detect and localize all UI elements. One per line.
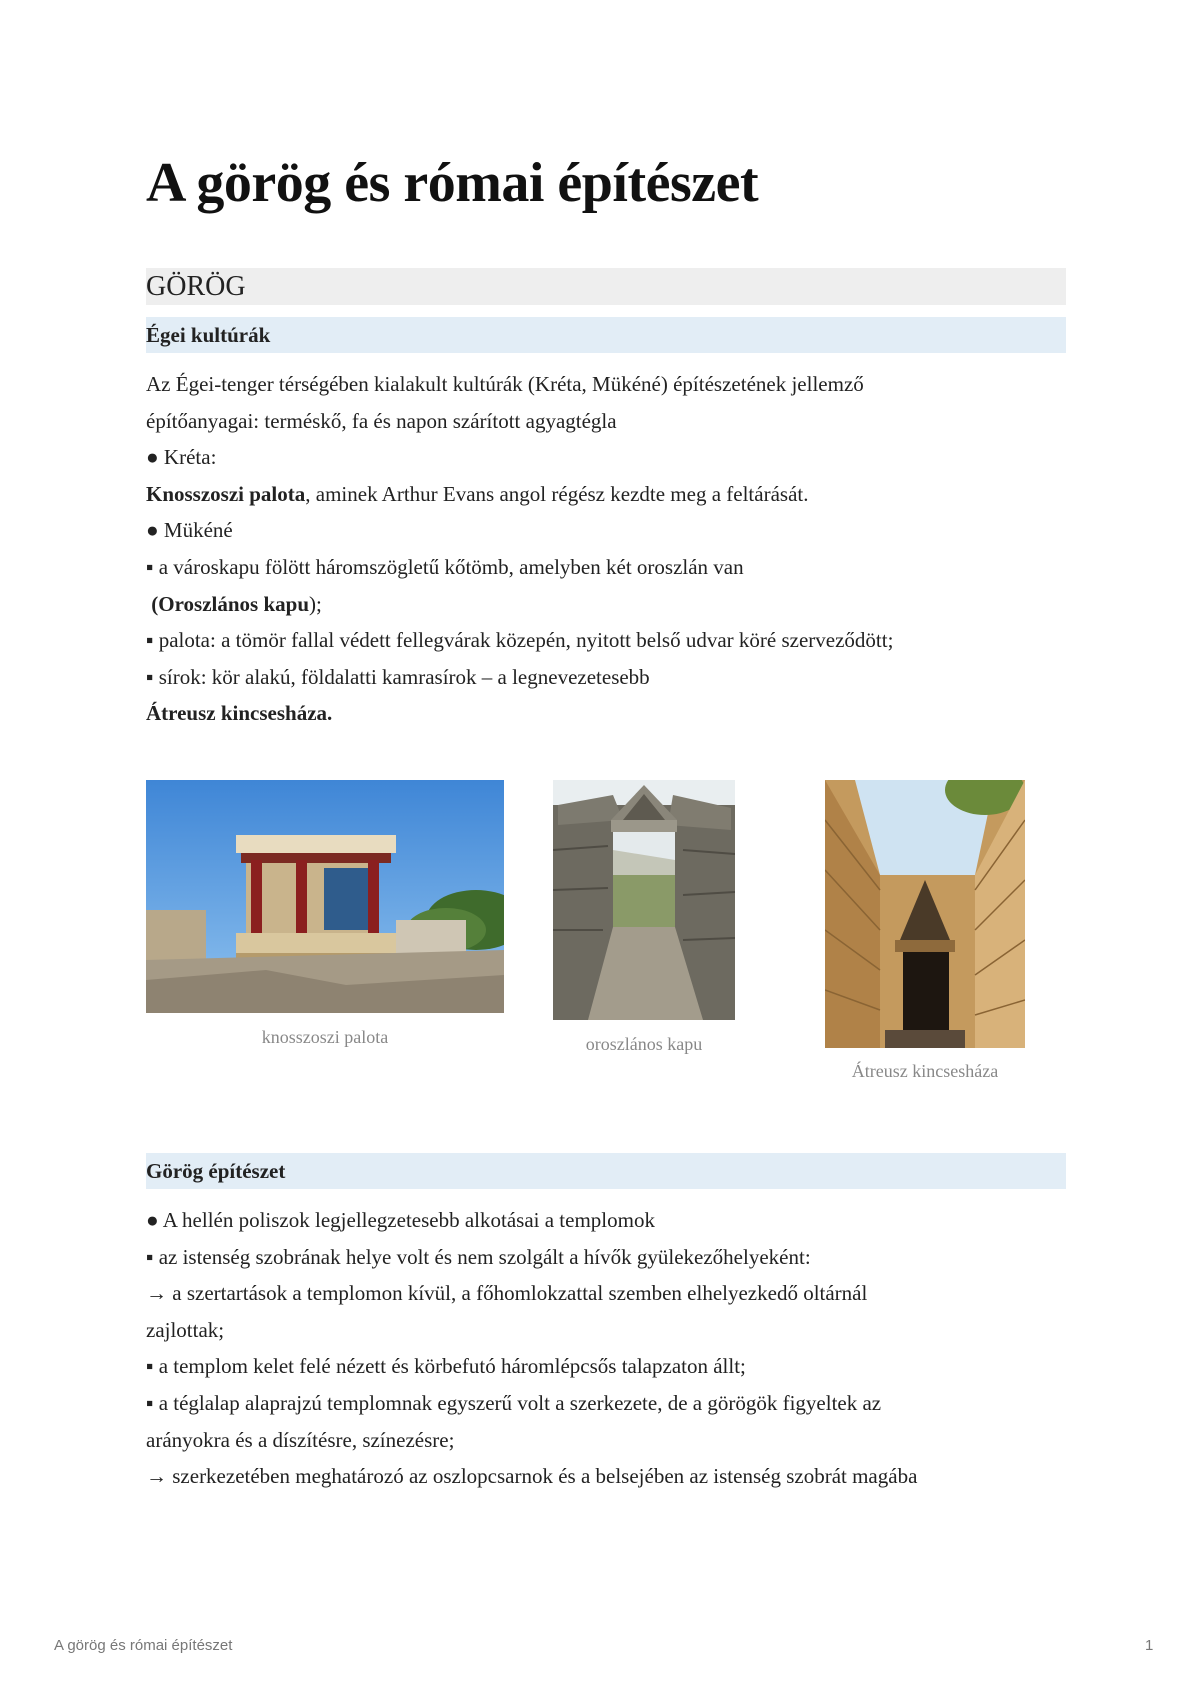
text-line: építőanyagai: terméskő, fa és napon szárított agyagtégla [146,408,617,433]
caption-oroszlanos-kapu: oroszlános kapu [585,1034,703,1054]
section-heading-gorog: GÖRÖG [146,268,1066,305]
text-span: , aminek Arthur Evans angol régész kezdte meg a feltárását. [305,481,809,506]
bold-term-atreusz: Átreusz kincsesháza. [146,701,333,726]
footer-title: A görög és római építészet [54,1637,233,1654]
text-line: ▪ a templom kelet felé nézett és körbefutó háromlépcsős talapzaton állt; [146,1354,746,1379]
figure-atreusz [825,780,1025,1092]
text-line: zajlottak; [146,1317,225,1342]
bold-term-knosszosz: Knosszoszi palota [146,481,306,506]
text-line: ● Mükéné [146,518,233,543]
text-span: ); [309,591,322,616]
text-line: ▪ a téglalap alaprajzú templomnak egyszerű volt a szerkezete, de a görögök figyeltek az [146,1390,882,1415]
caption-atreusz: Átreusz kincsesháza [851,1061,999,1081]
text-line: → a szertartások a templomon kívül, a főhomlokzattal szemben elhelyezkedő oltárnál [146,1281,868,1306]
text-line [146,476,1066,513]
text-line: ● A hellén poliszok legjellegzetesebb alkotásai a templomok [146,1208,655,1232]
subheading-egei-kulturak: Égei kultúrák [146,317,1066,353]
subheading-gorog-epiteszet: Görög építészet [146,1153,1066,1189]
egei-paragraph [146,366,1066,732]
text-line [146,695,1066,732]
oroszlanos-kapu-image [553,780,735,1020]
caption-knosszosz: knosszoszi palota [261,1027,389,1047]
text-line: Az Égei-tenger térségében kialakult kultúrák (Kréta, Mükéné) építészetének jellemző [146,372,864,396]
text-line: → szerkezetében meghatározó az oszlopcsarnok és a belsejében az istenség szobrát magába [146,1464,918,1489]
text-line [146,586,1066,623]
text-line: ▪ palota: a tömör fallal védett fellegvárak közepén, nyitott belső udvar köré szerveződött; [146,628,894,653]
text-line: ▪ az istenség szobrának helye volt és nem szolgált a hívők gyülekezőhelyeként: [146,1244,811,1269]
figure-knosszosz [146,780,504,1060]
text-span: ( [146,591,159,616]
document-title: A görög és római építészet [146,152,759,214]
footer-page-number: 1 [1145,1637,1154,1654]
atreusz-image [825,780,1025,1048]
text-line: ▪ sírok: kör alakú, földalatti kamrasírok – a legnevezetesebb [146,664,650,689]
text-line: ● Kréta: [146,445,217,470]
knosszosz-image [146,780,504,1013]
text-line: ▪ a városkapu fölött háromszögletű kőtömb, amelyben két oroszlán van [146,554,744,579]
figure-oroszlanos-kapu [553,780,735,1065]
text-line: arányokra és a díszítésre, színezésre; [146,1427,455,1452]
gorog-epiteszet-paragraph [146,1202,1066,1495]
bold-term-oroszlanos-kapu: Oroszlános kapu [158,591,309,616]
